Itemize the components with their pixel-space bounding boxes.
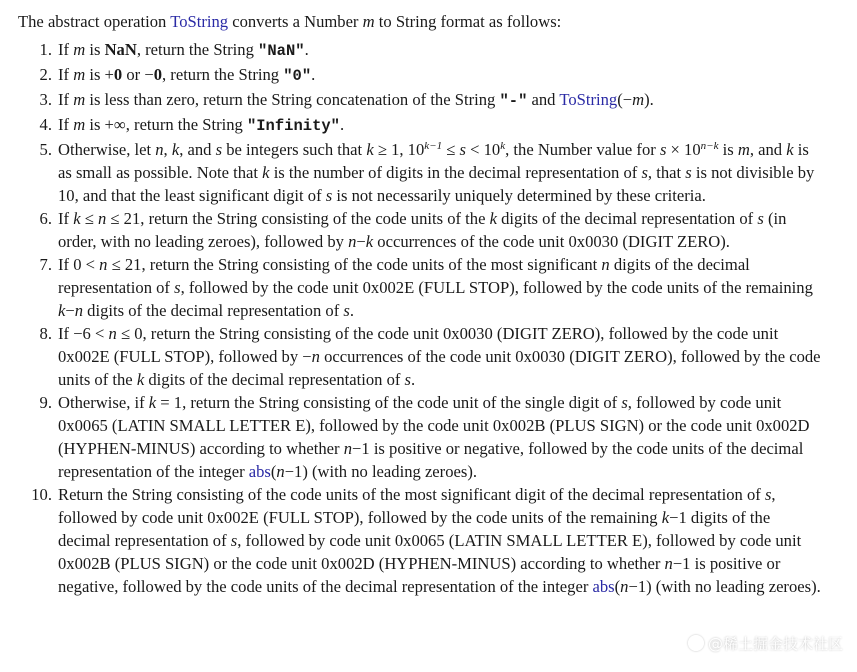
juejin-logo-icon	[688, 635, 704, 651]
step-6: 6. If k ≤ n ≤ 21, return the String consisting of the code units of the k digits of the decimal representation of s (in order, with no leading zeroes), followed by n−k occurrences of the code unit 0x0030 (DIGIT ZERO).	[39, 209, 787, 251]
intro-paragraph: The abstract operation ToString converts a Number m to String format as follows:	[18, 12, 562, 31]
step-9: 9. Otherwise, if k = 1, return the String consisting of the code unit of the single digit of s, followed by code unit 0x0065 (LATIN SMALL LETTER E), followed by the code unit 0x002B (PLUS SIGN) or the code unit 0x002D (HYPHEN-MINUS) according to whether n−1 is positive or negative, followed by the code units of the decimal representation of the integer abs(n−1) (with no leading zeroes).	[39, 393, 810, 481]
step-7: 7. If 0 < n ≤ 21, return the String consisting of the code units of the most significant n digits of the decimal representation of s, followed by the code unit 0x002E (FULL STOP), followed by the code units of the remaining k−n digits of the decimal representation of s.	[39, 255, 813, 320]
step-1: 1. If m is NaN, return the String "NaN".	[39, 40, 309, 60]
step-2: 2. If m is +0 or −0, return the String "0".	[39, 65, 316, 85]
tostring-link[interactable]: ToString	[170, 12, 229, 31]
step-4: 4. If m is +∞, return the String "Infinity".	[39, 115, 345, 135]
step-5: 5. Otherwise, let n, k, and s be integers such that k ≥ 1, $10^{k-1} \le s < 10^k$, the Number value for $s \times 10^{n-k}$ is m, and k is as small as possible. Note that k is the number of digits in the decimal representation of s, that s is not divisible by 10, and that the least significant digit of s is not necessarily uniquely determined by these criteria.	[39, 140, 815, 205]
abs-link-step9[interactable]: abs	[248, 462, 271, 481]
abs-link-step10[interactable]: abs	[592, 577, 615, 596]
watermark: @稀土掘金技术社区	[688, 633, 843, 654]
step-3: 3. If m is less than zero, return the String concatenation of the String "-" and ToString(−m).	[39, 90, 654, 110]
tostring-link-step3[interactable]: ToString	[559, 90, 618, 109]
steps-list	[18, 38, 826, 598]
step-8: 8. If −6 < n ≤ 0, return the String consisting of the code unit 0x0030 (DIGIT ZERO), followed by the code unit 0x002E (FULL STOP), followed by −n occurrences of the code unit 0x0030 (DIGIT ZERO), followed by the code units of the k digits of the decimal representation of s.	[39, 324, 821, 389]
document-body	[18, 7, 826, 598]
step-10: 10. Return the String consisting of the code units of the most significant digit of the decimal representation of s, followed by code unit 0x002E (FULL STOP), followed by the code units of the remaining k−1 digits of the decimal representation of s, followed by code unit 0x0065 (LATIN SMALL LETTER E), followed by code unit 0x002B (PLUS SIGN) or the code unit 0x002D (HYPHEN-MINUS) according to whether n−1 is positive or negative, followed by the code units of the decimal representation of the integer abs(n−1) (with no leading zeroes).	[31, 485, 821, 596]
